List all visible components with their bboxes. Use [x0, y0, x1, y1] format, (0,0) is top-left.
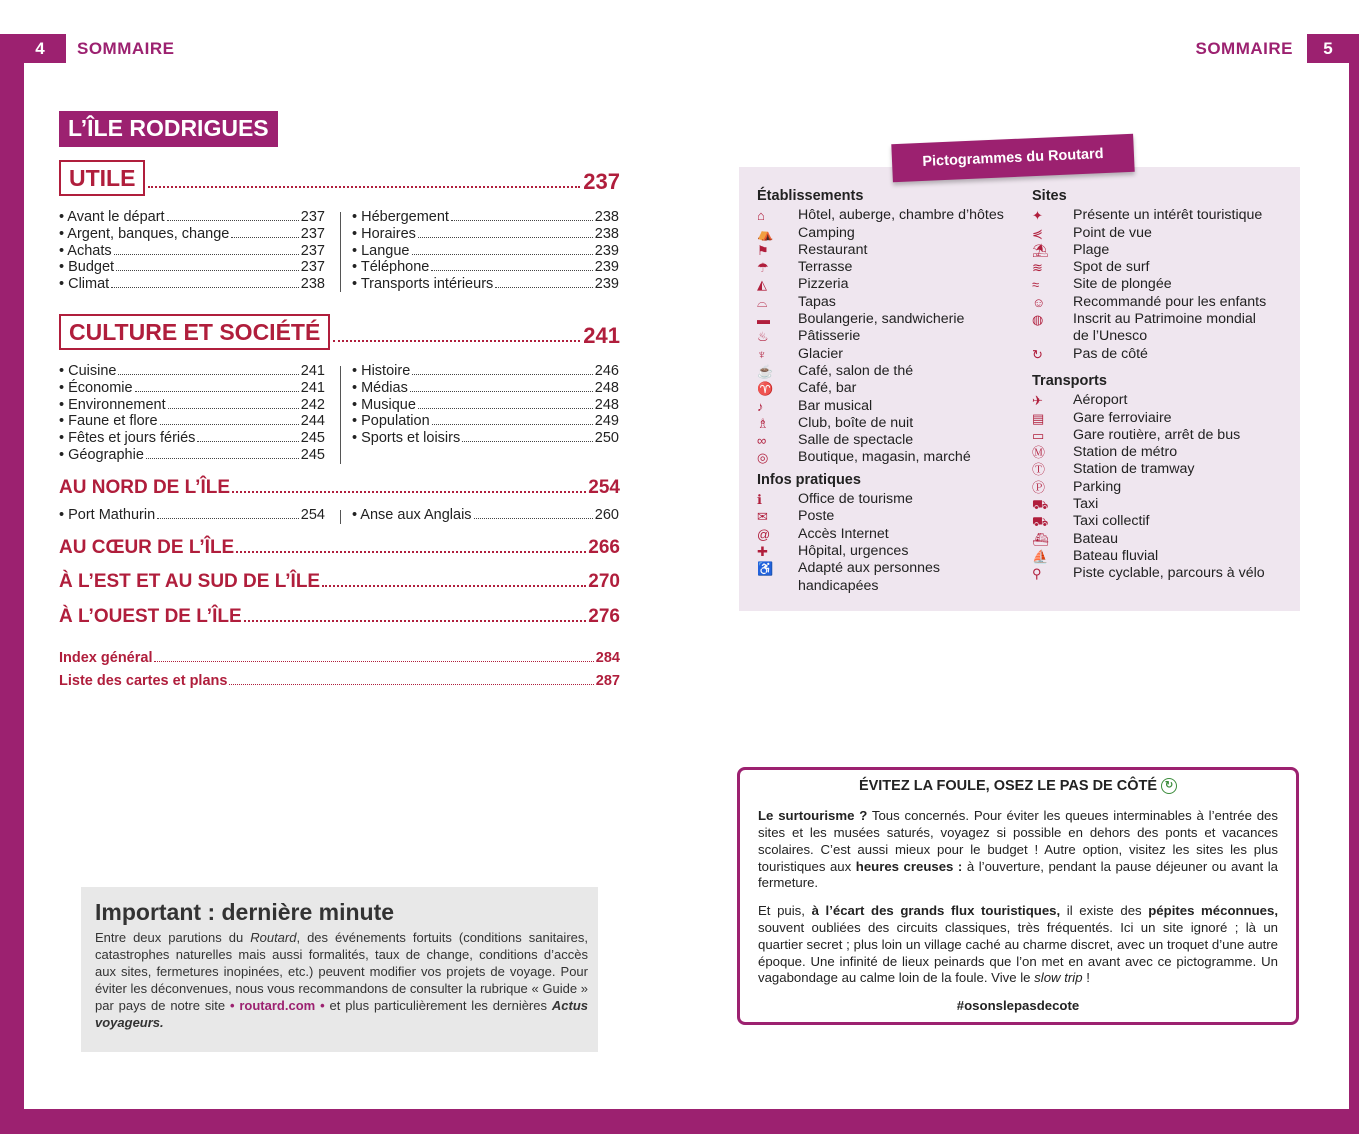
- toc-entry[interactable]: • Géographie 245: [59, 446, 325, 463]
- diving-icon: ≈: [1032, 277, 1040, 293]
- legend-label: Gare routière, arrêt de bus: [1073, 426, 1241, 443]
- toc-section-culture[interactable]: [59, 314, 620, 350]
- bike-icon: ⚲: [1032, 566, 1042, 582]
- bakery-icon: ▬: [757, 312, 770, 328]
- left-header: [14, 34, 175, 63]
- legend-item: [1032, 294, 1294, 311]
- toc-entry[interactable]: • Horaires 238: [352, 225, 619, 242]
- picto-left-column: [757, 188, 1027, 595]
- legend-label: Taxi: [1073, 496, 1099, 513]
- legend-label: Station de tramway: [1073, 461, 1195, 478]
- toc-entry[interactable]: • Population 249: [352, 413, 619, 430]
- toc-section-ouest[interactable]: À L’OUEST DE L’ÎLE 276: [59, 606, 620, 627]
- train-icon: ▤: [1032, 410, 1045, 426]
- legend-label: Bateau: [1073, 530, 1118, 547]
- section-page: 241: [583, 323, 620, 348]
- legend-label: Glacier: [798, 345, 843, 362]
- legend-label: Spot de surf: [1073, 259, 1150, 276]
- routard-link[interactable]: • routard.com •: [229, 998, 325, 1013]
- legend-item: [757, 311, 1027, 328]
- toc-entry[interactable]: • Économie 241: [59, 379, 325, 396]
- legend-item: [1032, 311, 1294, 328]
- kids-icon: ☺: [1032, 294, 1046, 310]
- pastry-icon: ♨: [757, 329, 769, 345]
- taxi-icon: ⛟: [1032, 497, 1049, 513]
- important-title: Important : dernière minute: [95, 899, 395, 925]
- hospital-icon: ✚: [757, 543, 768, 559]
- beach-icon: ⛱: [1032, 242, 1049, 258]
- toc-entry[interactable]: • Téléphone 239: [352, 259, 619, 276]
- blank-icon: [757, 578, 798, 595]
- legend-label: Boutique, magasin, marché: [798, 449, 971, 466]
- legend-label: Plage: [1073, 241, 1110, 258]
- toc-entry[interactable]: • Langue 239: [352, 242, 619, 259]
- tourism-office-icon: ℹ: [757, 492, 762, 508]
- legend-label: Site de plongée: [1073, 276, 1172, 293]
- legend-item: [757, 328, 1027, 345]
- bar-icon: ♈: [757, 381, 774, 397]
- legend-item: [1032, 328, 1294, 345]
- left-page-number: 4: [14, 34, 66, 63]
- legend-label: de l’Unesco: [1073, 328, 1148, 345]
- legend-label: Salle de spectacle: [798, 432, 914, 449]
- leader-dots: [148, 186, 580, 188]
- legend-item: [757, 560, 1027, 577]
- legend-label: Café, salon de thé: [798, 362, 914, 379]
- river-boat-icon: ⛵: [1032, 548, 1049, 564]
- toc-entry[interactable]: • Environnement 242: [59, 396, 325, 413]
- legend-item: [757, 259, 1027, 276]
- legend-label: Poste: [798, 508, 835, 525]
- legend-item: [757, 363, 1027, 380]
- page-frame-bottom: [0, 1109, 1359, 1134]
- legend-item: [757, 508, 1027, 525]
- icecream-icon: ♆: [757, 346, 767, 362]
- toc-entry[interactable]: • Achats 237: [59, 242, 325, 259]
- right-header-title: SOMMAIRE: [1195, 38, 1293, 58]
- legend-label: Adapté aux personnes: [798, 560, 940, 577]
- legend-label: handicapées: [798, 577, 879, 594]
- legend-item: [1032, 225, 1294, 242]
- culture-left-column: [59, 363, 325, 464]
- camping-icon: ⛺: [757, 225, 774, 241]
- legend-item: [1032, 513, 1294, 530]
- legend-label: Taxi collectif: [1073, 513, 1150, 530]
- toc-entry[interactable]: • Histoire 246: [352, 363, 619, 379]
- legend-item: [1032, 531, 1294, 548]
- legend-item: [757, 543, 1027, 560]
- toc-entry[interactable]: • Port Mathurin 254: [59, 507, 325, 523]
- shared-taxi-icon: ⛟: [1032, 514, 1049, 530]
- toc-entry[interactable]: • Musique 248: [352, 396, 619, 413]
- legend-item: [757, 398, 1027, 415]
- important-notice-box: [81, 887, 598, 1052]
- leader-dots: [333, 340, 580, 342]
- section-label: CULTURE ET SOCIÉTÉ: [59, 314, 330, 350]
- toc-entry[interactable]: • Avant le départ 237: [59, 209, 325, 225]
- music-icon: ♪: [757, 398, 764, 414]
- column-divider: [340, 212, 341, 292]
- tram-icon: Ⓣ: [1032, 462, 1046, 478]
- legend-heading: Transports: [1032, 372, 1107, 389]
- column-divider: [340, 366, 341, 464]
- page-frame-left: [0, 34, 24, 1134]
- metro-icon: Ⓜ: [1032, 445, 1046, 461]
- viewpoint-icon: ⋞: [1032, 225, 1043, 241]
- page-frame-right: [1349, 34, 1359, 1134]
- legend-heading: Infos pratiques: [757, 471, 861, 488]
- legend-item: [1032, 479, 1294, 496]
- legend-label: Piste cyclable, parcours à vélo: [1073, 565, 1265, 582]
- parking-icon: Ⓟ: [1032, 479, 1046, 495]
- internet-icon: @: [757, 526, 771, 542]
- tea-icon: ☕: [757, 363, 774, 379]
- hashtag: #osonslepasdecote: [956, 998, 1080, 1014]
- legend-label: Pizzeria: [798, 276, 849, 293]
- legend-item: [1032, 259, 1294, 276]
- legend-heading: Établissements: [757, 188, 864, 204]
- legend-heading: Sites: [1032, 188, 1067, 204]
- legend-label: Gare ferroviaire: [1073, 409, 1172, 426]
- region-title: L’ÎLE RODRIGUES: [59, 111, 278, 147]
- legend-item: [1032, 565, 1294, 582]
- toc-maps-list[interactable]: Liste des cartes et plans 287: [59, 673, 620, 689]
- legend-label: Café, bar: [798, 380, 857, 397]
- interest-icon: ✦: [1032, 208, 1043, 224]
- blank-icon: [1032, 328, 1073, 345]
- legend-item: [757, 225, 1027, 242]
- legend-label: Club, boîte de nuit: [798, 414, 914, 431]
- legend-label: Station de métro: [1073, 444, 1178, 461]
- off-path-paragraph-2: Et puis, à l’écart des grands flux touristiques, il existe des pépites méconnues, souvent oubliées des circuits classiques, très fréquentés. Ici un site ignoré ; là un quartier secret ; plus loin un village caché au charme discret, avec un troquet d’une autre époque. Une infinité de lieux peinards que l’on met en avant avec ce pictogramme. Un vagabondage au calme loin de la foule. Vive le slow trip !: [758, 903, 1278, 986]
- legend-label: Boulangerie, sandwicherie: [798, 311, 965, 328]
- legend-label: Aéroport: [1073, 392, 1128, 409]
- legend-label: Tapas: [798, 293, 836, 310]
- legend-item: [1032, 427, 1294, 444]
- airport-icon: ✈: [1032, 393, 1043, 409]
- legend-item: [1032, 410, 1294, 427]
- nord-left-column: [59, 507, 325, 524]
- toc-entry[interactable]: • Transports intérieurs 239: [352, 276, 619, 293]
- legend-item: [1032, 496, 1294, 513]
- surf-icon: ≋: [1032, 260, 1043, 276]
- off-path-paragraph-1: Le surtourisme ? Tous concernés. Pour éviter les queues interminables à l’entrée des sites et les musées saturés, voyagez si possible en dehors des ponts et vacances scolaires. C’est aussi mieux pour le budget ! Autre option, visitez les sites les plus touristiques aux heures creuses : à l’ouverture, pendant la pause déjeuner ou avant la fermeture.: [758, 808, 1279, 891]
- legend-item: [757, 346, 1027, 363]
- legend-label: Office de tourisme: [798, 491, 913, 508]
- toc-index[interactable]: Index général 284: [59, 650, 620, 666]
- legend-item: [757, 491, 1027, 508]
- boat-icon: ⛴: [1032, 531, 1049, 547]
- toc-section-coeur[interactable]: AU CŒUR DE L’ÎLE 266: [59, 537, 620, 558]
- club-icon: ♗: [757, 415, 769, 431]
- bus-icon: ▭: [1032, 427, 1045, 443]
- legend-item: [1032, 461, 1294, 478]
- unesco-icon: ◍: [1032, 312, 1044, 328]
- legend-item: [757, 294, 1027, 311]
- legend-label: Pâtisserie: [798, 328, 861, 345]
- legend-label: Inscrit au Patrimoine mondial: [1073, 311, 1256, 328]
- utile-left-column: [59, 209, 325, 293]
- legend-label: Restaurant: [798, 241, 868, 258]
- terrace-icon: ☂: [757, 260, 769, 276]
- utile-right-column: [352, 209, 619, 293]
- accessible-icon: ♿: [757, 561, 774, 577]
- legend-item: [1032, 207, 1294, 224]
- off-path-box: [737, 767, 1299, 1025]
- picto-right-column: [1032, 188, 1294, 583]
- hotel-icon: ⌂: [757, 208, 765, 224]
- legend-item: [1032, 242, 1294, 259]
- off-path-icon: ↻: [1032, 346, 1043, 362]
- toc-entry[interactable]: • Argent, banques, change 237: [59, 225, 325, 242]
- right-header: [1196, 34, 1350, 63]
- toc-entry[interactable]: • Faune et flore 244: [59, 413, 325, 430]
- toc-entry[interactable]: • Anse aux Anglais 260: [352, 507, 619, 523]
- legend-label: Accès Internet: [798, 525, 889, 542]
- pizza-icon: ◭: [757, 277, 767, 293]
- toc-entry[interactable]: • Fêtes et jours fériés 245: [59, 430, 325, 447]
- legend-item: [1032, 444, 1294, 461]
- toc-entry[interactable]: • Médias 248: [352, 379, 619, 396]
- toc-section-nord[interactable]: AU NORD DE L’ÎLE 254: [59, 477, 620, 498]
- legend-label: Hôtel, auberge, chambre d’hôtes: [798, 207, 1004, 224]
- toc-entry[interactable]: • Climat 238: [59, 276, 325, 293]
- off-path-icon: ↻: [1161, 778, 1177, 794]
- legend-item: [757, 526, 1027, 543]
- toc-section-est-sud[interactable]: À L’EST ET AU SUD DE L’ÎLE 270: [59, 571, 620, 592]
- legend-item: [757, 380, 1027, 397]
- legend-item: [757, 432, 1027, 449]
- nord-right-column: [352, 507, 619, 524]
- legend-label: Hôpital, urgences: [798, 542, 909, 559]
- legend-item: [1032, 276, 1294, 293]
- legend-label: Bar musical: [798, 397, 873, 414]
- shop-icon: ◎: [757, 450, 769, 466]
- legend-item: [1032, 392, 1294, 409]
- toc-section-utile[interactable]: [59, 160, 620, 196]
- legend-item: [757, 449, 1027, 466]
- legend-item: [757, 207, 1027, 224]
- column-divider: [340, 510, 341, 524]
- off-path-title: ÉVITEZ LA FOULE, OSEZ LE PAS DE CÔTÉ ↻: [758, 778, 1278, 794]
- legend-label: Point de vue: [1073, 224, 1152, 241]
- tapas-icon: ⌓: [757, 294, 768, 310]
- legend-item: [757, 578, 1027, 595]
- legend-label: Recommandé pour les enfants: [1073, 293, 1267, 310]
- important-text: Entre deux parutions du Routard, des événements fortuits (conditions sanitaires, catastrophes naturelles mais aussi formalités, taux de change, conditions d’accès aux sites, fermetures inopinées, etc.) peuvent modifier vos projets de voyage. Pour éviter les déconvenues, nous vous recommandons de consulter la rubrique « Guide » par pays de notre site • routard.com • et plus particulièrement les dernières Actus voyageurs.: [95, 930, 588, 1030]
- legend-label: Bateau fluvial: [1073, 547, 1159, 564]
- legend-label: Présente un intérêt touristique: [1073, 207, 1263, 224]
- culture-right-column: [352, 363, 619, 447]
- left-header-title: SOMMAIRE: [77, 38, 175, 58]
- legend-label: Camping: [798, 224, 855, 241]
- legend-label: Terrasse: [798, 259, 853, 276]
- toc-entry[interactable]: • Hébergement 238: [352, 209, 619, 225]
- section-label: UTILE: [59, 160, 145, 196]
- legend-label: Pas de côté: [1073, 345, 1148, 362]
- show-icon: ∞: [757, 433, 767, 449]
- legend-item: [757, 415, 1027, 432]
- pictogram-legend-tab: Pictogrammes du Routard: [891, 134, 1134, 183]
- legend-item: [1032, 548, 1294, 565]
- legend-item: [757, 242, 1027, 259]
- legend-item: [757, 276, 1027, 293]
- toc-entry[interactable]: • Sports et loisirs 250: [352, 430, 619, 447]
- legend-item: [1032, 346, 1294, 363]
- legend-label: Parking: [1073, 478, 1122, 495]
- restaurant-icon: ⚑: [757, 242, 769, 258]
- section-page: 237: [583, 169, 620, 194]
- right-page-number: 5: [1307, 34, 1349, 63]
- toc-entry[interactable]: • Budget 237: [59, 259, 325, 276]
- toc-entry[interactable]: • Cuisine 241: [59, 363, 325, 379]
- mail-icon: ✉: [757, 509, 768, 525]
